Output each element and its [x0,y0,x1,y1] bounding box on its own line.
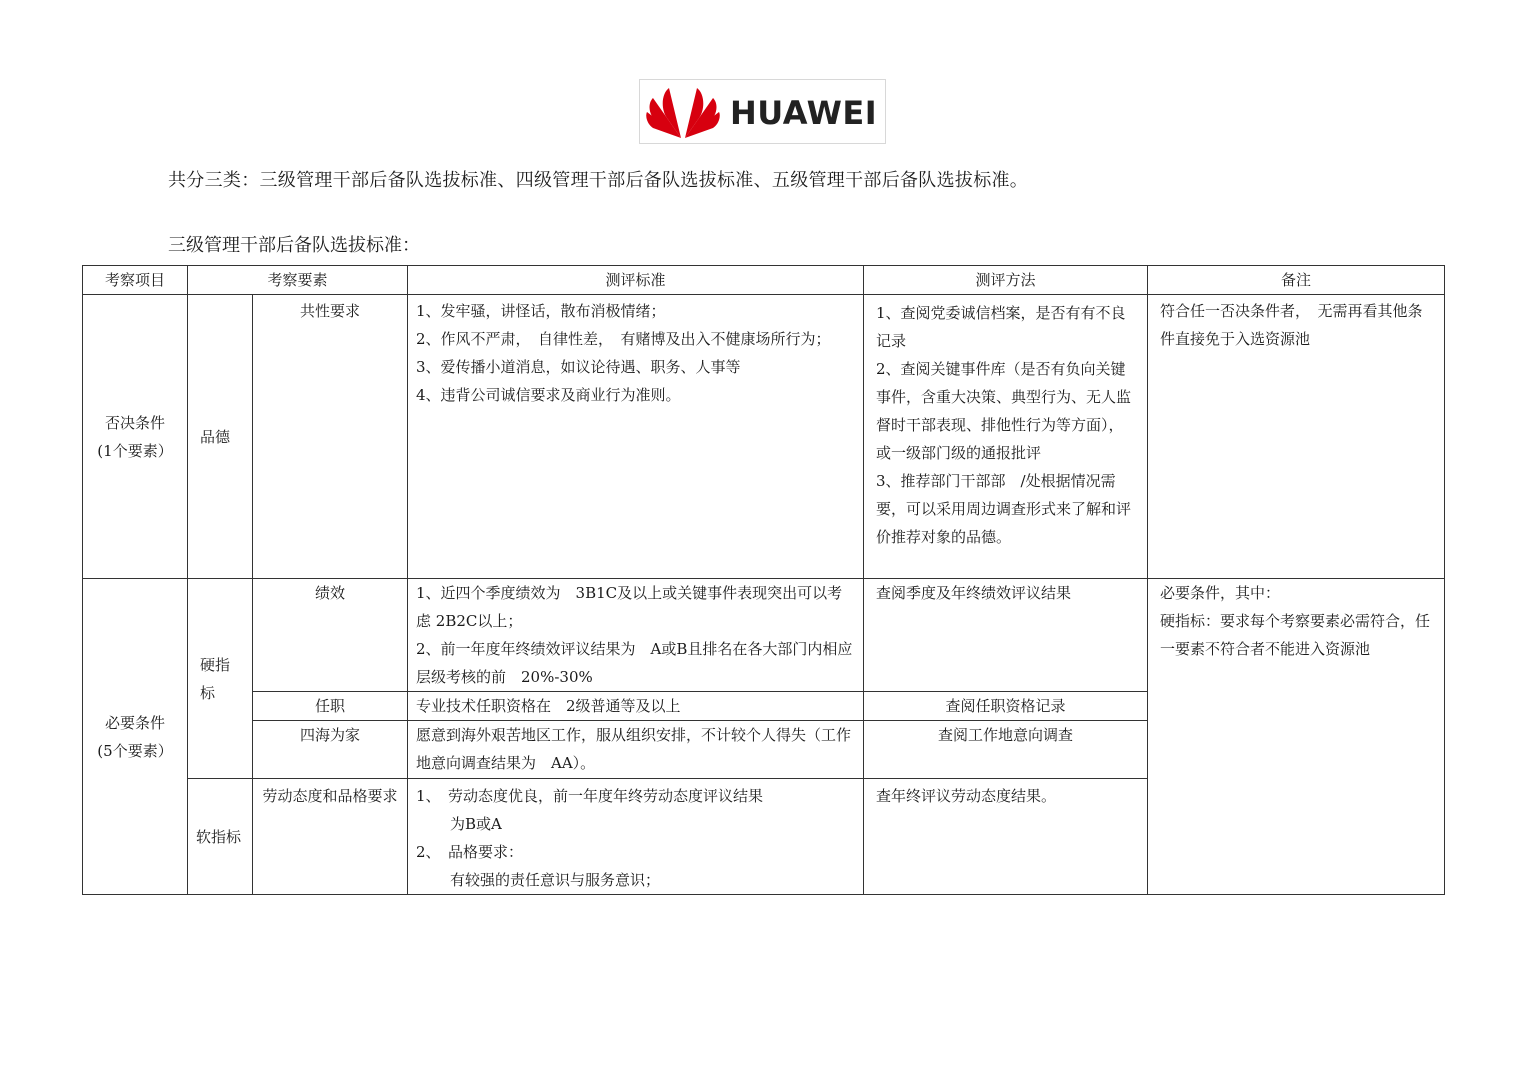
attitude-method-cell: 查年终评议劳动态度结果。 [864,779,1148,895]
performance-sub-cell: 绩效 [253,579,408,692]
huawei-petal-logo-icon [643,86,723,140]
selection-standards-table [82,265,1445,895]
attitude-criteria-2: 2、 品格要求： [416,843,524,861]
list-item: 4、违背公司诚信要求及商业行为准则。 [416,386,681,404]
overseas-criteria-cell: 愿意到海外艰苦地区工作，服从组织安排，不计较个人得失（工作地意向调查结果为 AA）。 [408,721,864,779]
required-note-1: 必要条件，其中： [1160,584,1281,602]
veto-method-cell [864,295,1148,579]
required-project-cell [83,579,188,895]
veto-criteria-cell [408,295,864,579]
header-note: 备注 [1148,266,1445,295]
attitude-criteria-2b: 有较强的责任意识与服务意识； [450,871,661,889]
header-criteria: 测评标准 [408,266,864,295]
logo-wordmark: HUAWEI [730,94,878,132]
veto-project-count: (1个要素） [97,441,173,460]
soft-indicator-cell: 软指标 [188,779,253,895]
header-element: 考察要素 [188,266,408,295]
list-item: 3、爱传播小道消息，如议论待遇、职务、人事等 [416,358,741,376]
required-note-2: 硬指标：要求每个考察要素必需符合，任一要素不符合者不能进入资源池 [1160,612,1431,658]
section-title: 三级管理干部后备队选拔标准： [168,235,420,256]
required-note-cell [1148,579,1445,895]
list-item: 2、作风不严肃， 自律性差， 有赌博及出入不健康场所行为； [416,330,831,348]
veto-project-label: 否决条件 [104,413,165,432]
performance-criteria-cell [408,579,864,692]
veto-element-cell: 品德 [188,295,253,579]
list-item: 1、查阅党委诚信档案，是否有有不良记录 [876,304,1126,350]
huawei-logo [639,79,886,144]
table-row [83,579,1445,692]
position-method-cell: 查阅任职资格记录 [864,692,1148,721]
header-method: 测评方法 [864,266,1148,295]
attitude-criteria-1b: 为B或A [450,815,502,833]
required-project-label: 必要条件 [104,713,165,732]
attitude-sub-cell: 劳动态度和品格要求 [253,779,408,895]
attitude-criteria-cell [408,779,864,895]
header-project: 考察项目 [83,266,188,295]
list-item: 2、查阅关键事件库（是否有负向关键事件，含重大决策、典型行为、无人监督时干部表现、排他性行为等方面），或一级部门级的通报批评 [876,360,1132,462]
veto-sub-cell: 共性要求 [253,295,408,579]
attitude-criteria-1: 1、 劳动态度优良，前一年度年终劳动态度评议结果 [416,787,764,805]
veto-project-cell [83,295,188,579]
list-item: 1、发牢骚，讲怪话，散布消极情绪； [416,302,666,320]
position-sub-cell: 任职 [253,692,408,721]
table-row [83,295,1445,579]
overseas-sub-cell: 四海为家 [253,721,408,779]
position-criteria-cell: 专业技术任职资格在 2级普通等及以上 [408,692,864,721]
hard-indicator-cell: 硬指标 [188,579,253,779]
intro-text: 共分三类：三级管理干部后备队选拔标准、四级管理干部后备队选拔标准、五级管理干部后备队选拔标准。 [168,170,1029,191]
performance-method-cell: 查阅季度及年终绩效评议结果 [864,579,1148,692]
list-item: 1、近四个季度绩效为 3B1C及以上或关键事件表现突出可以考虑 2B2C以上； [416,584,843,630]
veto-note-cell: 符合任一否决条件者， 无需再看其他条件直接免于入选资源池 [1148,295,1445,579]
required-project-count: (5个要素） [97,741,173,760]
list-item: 3、推荐部门干部部 /处根据情况需要，可以采用周边调查形式来了解和评价推荐对象的品德。 [876,472,1132,546]
overseas-method-cell: 查阅工作地意向调查 [864,721,1148,779]
table-header-row [83,266,1445,295]
list-item: 2、前一年度年终绩效评议结果为 A或B且排名在各大部门内相应层级考核的前 20%-30% [416,640,853,686]
